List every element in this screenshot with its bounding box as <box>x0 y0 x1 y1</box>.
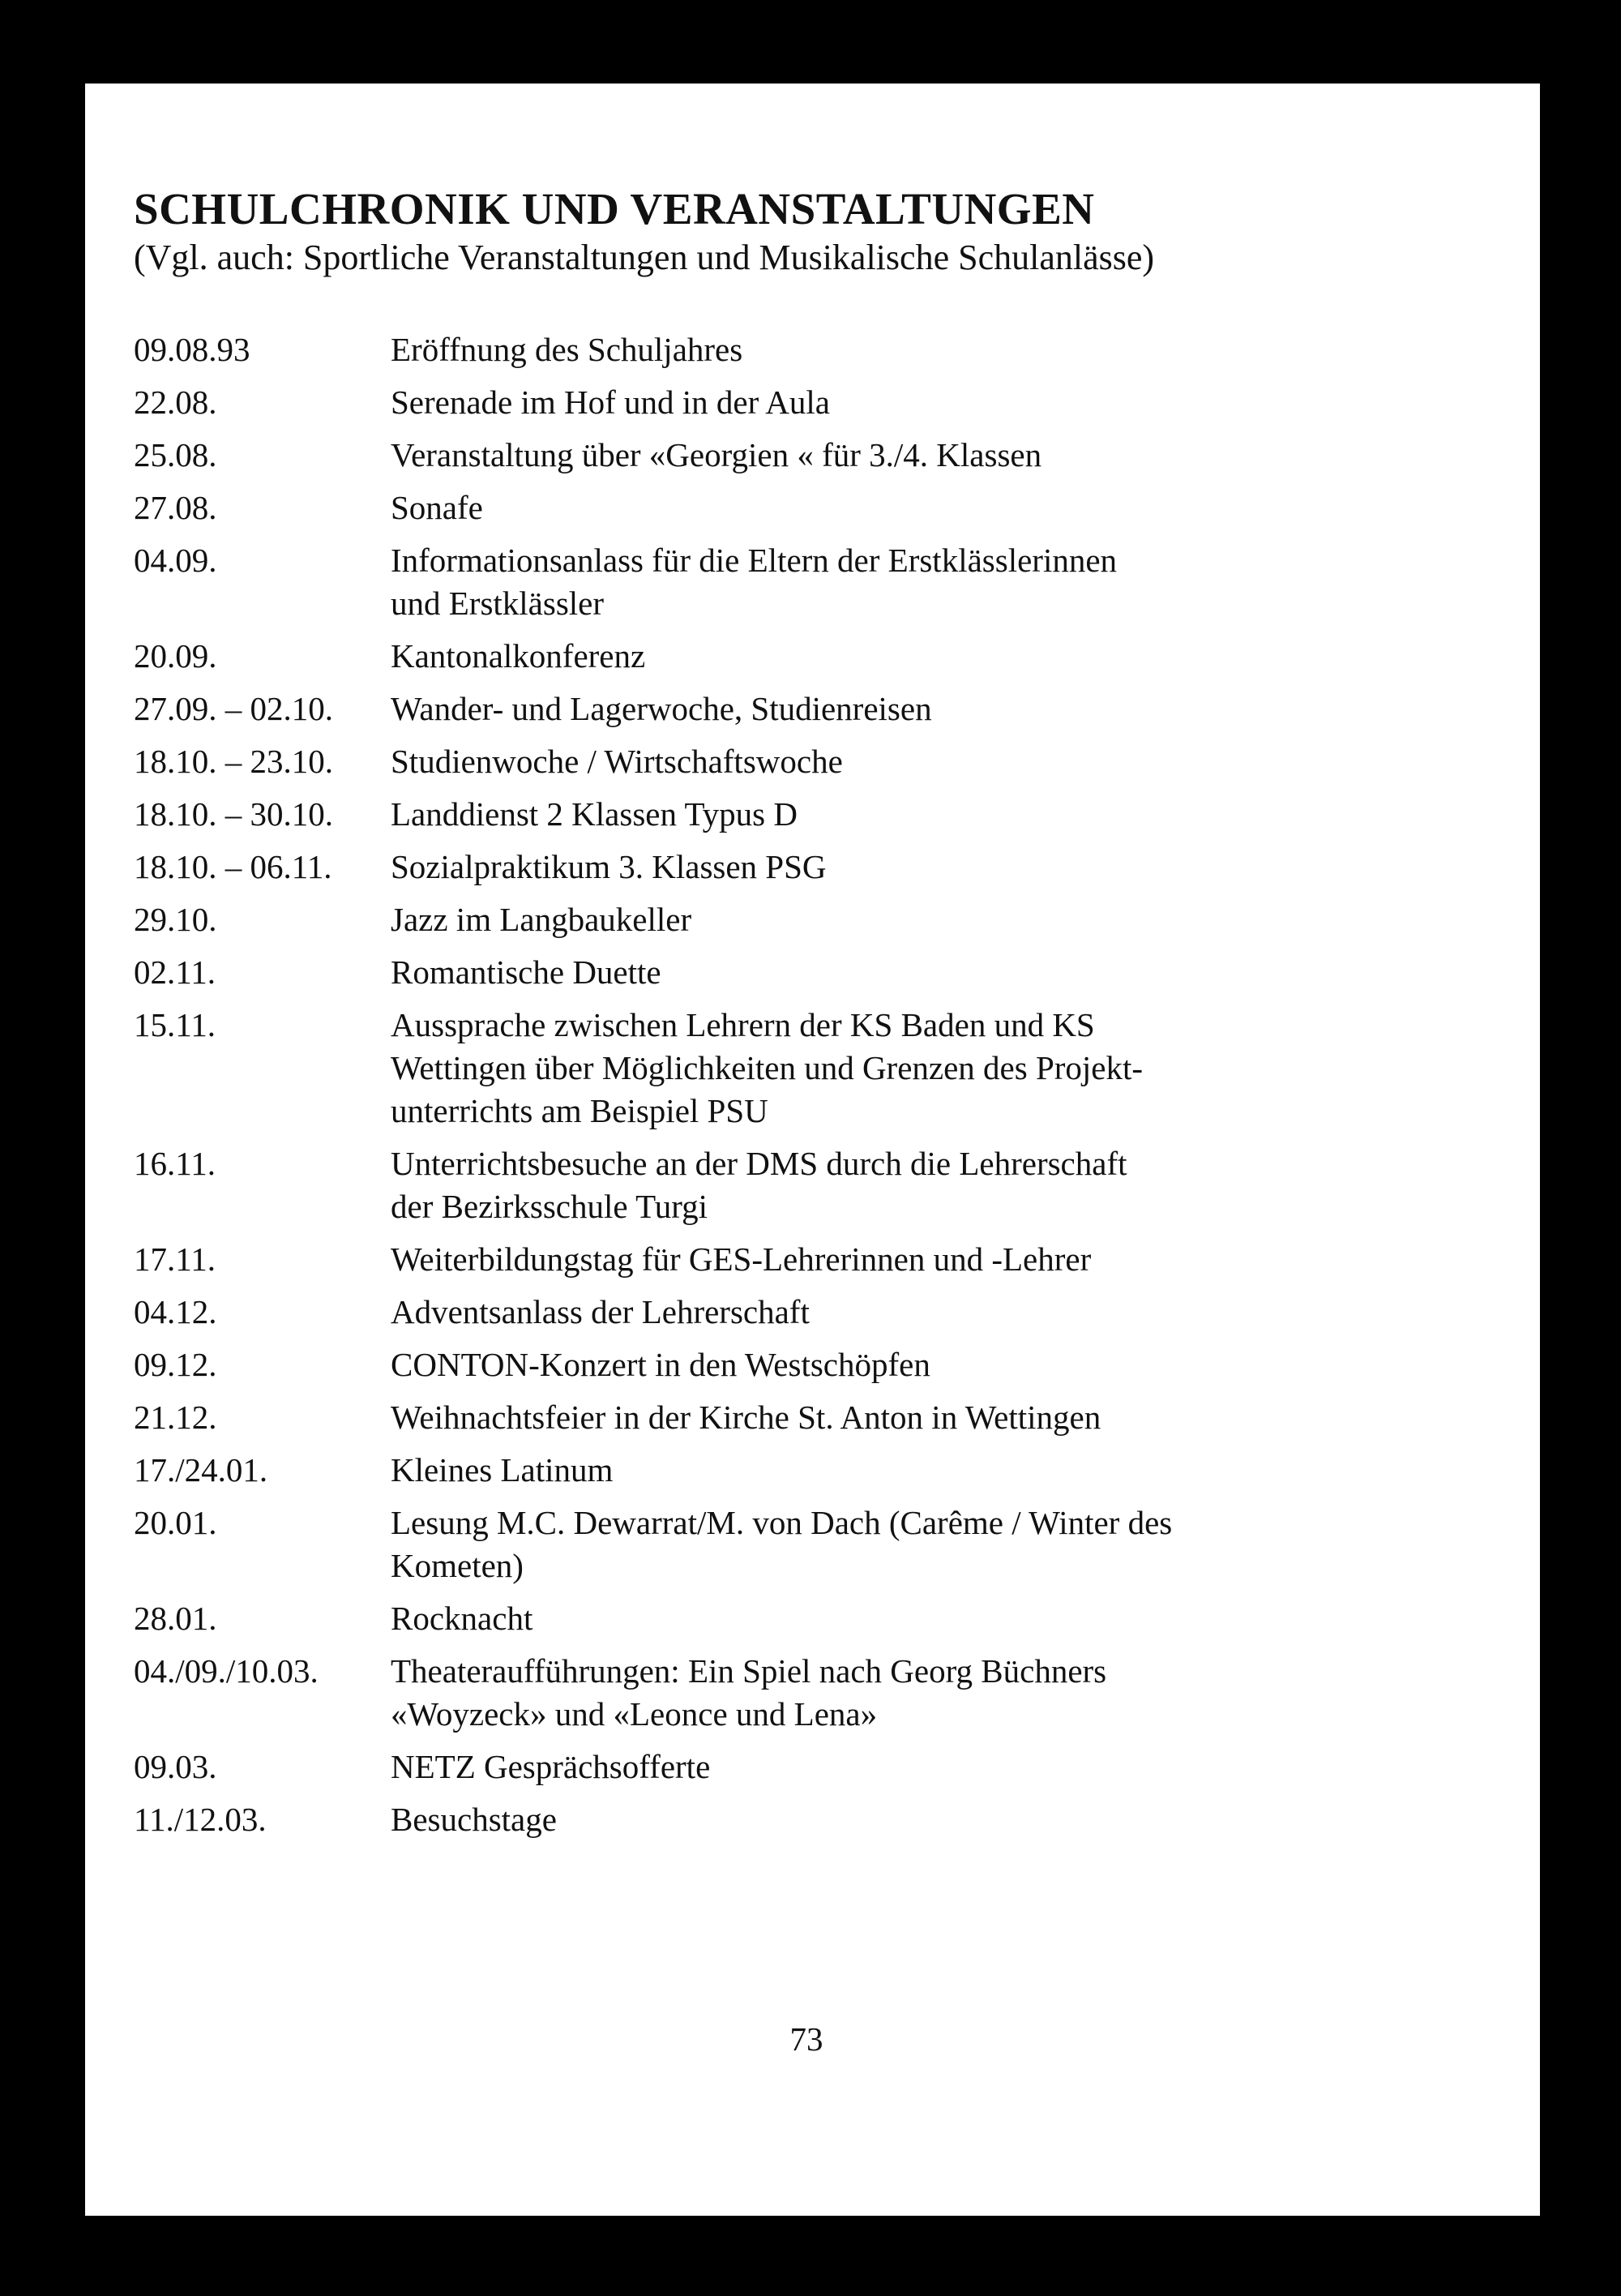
event-description <box>391 1746 1414 1788</box>
event-description-line: unterrichts am Beispiel PSU <box>391 1092 768 1129</box>
event-entry <box>134 434 1414 477</box>
event-description <box>391 898 1414 941</box>
event-description-line: NETZ Gesprächsofferte <box>391 1748 711 1785</box>
event-description-line: Unterrichtsbesuche an der DMS durch die Lehrerschaft <box>391 1145 1127 1182</box>
event-date: 04./09./10.03. <box>134 1652 319 1690</box>
event-entry <box>134 688 1414 730</box>
event-entry <box>134 1343 1414 1386</box>
event-date: 04.12. <box>134 1293 217 1330</box>
event-description <box>391 635 1414 678</box>
event-description-line: Wander- und Lagerwoche, Studienreisen <box>391 690 932 727</box>
event-date: 18.10. – 23.10. <box>134 743 333 780</box>
event-description <box>391 1396 1414 1439</box>
event-date: 17./24.01. <box>134 1451 268 1489</box>
event-entry <box>134 1501 1414 1587</box>
event-description-line: Weiterbildungstag für GES-Lehrerinnen und -Lehrer <box>391 1240 1092 1278</box>
event-description-line: Landdienst 2 Klassen Typus D <box>391 795 798 833</box>
event-description-line: Rocknacht <box>391 1600 533 1637</box>
event-description-line: CONTON-Konzert in den Westschöpfen <box>391 1346 930 1383</box>
event-entry <box>134 328 1414 371</box>
event-entry <box>134 898 1414 941</box>
event-date: 28.01. <box>134 1600 217 1637</box>
event-description <box>391 740 1414 783</box>
event-date: 15.11. <box>134 1006 216 1043</box>
event-date: 02.11. <box>134 953 216 991</box>
event-date: 18.10. – 06.11. <box>134 848 332 885</box>
event-entry <box>134 793 1414 836</box>
event-description <box>391 1449 1414 1492</box>
event-description-line: Lesung M.C. Dewarrat/M. von Dach (Carême / Winter des <box>391 1504 1173 1541</box>
event-description-line: Jazz im Langbaukeller <box>391 901 692 938</box>
event-entry <box>134 635 1414 678</box>
event-description <box>391 1650 1414 1736</box>
event-date: 21.12. <box>134 1399 217 1436</box>
event-description-line: Serenade im Hof und in der Aula <box>391 383 830 421</box>
event-date: 20.01. <box>134 1504 217 1541</box>
event-description-line: Sonafe <box>391 489 483 526</box>
event-description <box>391 1343 1414 1386</box>
event-description-line: Theateraufführungen: Ein Spiel nach Georg Büchners <box>391 1652 1107 1690</box>
event-description <box>391 434 1414 477</box>
event-description-line: Kantonalkonferenz <box>391 637 646 675</box>
event-entry <box>134 381 1414 424</box>
event-description <box>391 793 1414 836</box>
page-number: 73 <box>789 2020 823 2058</box>
event-description <box>391 951 1414 994</box>
page-subtitle: (Vgl. auch: Sportliche Veranstaltungen und Musikalische Schulanlässe) <box>134 238 1155 277</box>
event-description <box>391 1004 1414 1133</box>
event-list <box>134 328 1414 1851</box>
event-description-line: und Erstklässler <box>391 585 605 622</box>
event-description-line: «Woyzeck» und «Leonce und Lena» <box>391 1695 878 1733</box>
event-date: 29.10. <box>134 901 217 938</box>
event-date: 27.08. <box>134 489 217 526</box>
event-description-line: Informationsanlass für die Eltern der Erstklässlerinnen <box>391 542 1118 579</box>
event-description-line: Studienwoche / Wirtschaftswoche <box>391 743 843 780</box>
event-date: 25.08. <box>134 436 217 473</box>
page-title: SCHULCHRONIK UND VERANSTALTUNGEN <box>134 184 1095 233</box>
event-date: 09.03. <box>134 1748 217 1785</box>
event-description <box>391 1798 1414 1841</box>
event-description-line: Romantische Duette <box>391 953 661 991</box>
event-entry <box>134 1238 1414 1281</box>
event-entry <box>134 846 1414 889</box>
event-date: 16.11. <box>134 1145 216 1182</box>
event-date: 18.10. – 30.10. <box>134 795 333 833</box>
event-description-line: der Bezirksschule Turgi <box>391 1188 708 1225</box>
event-description <box>391 688 1414 730</box>
event-description-line: Aussprache zwischen Lehrern der KS Baden und KS <box>391 1006 1095 1043</box>
event-entry <box>134 1746 1414 1788</box>
event-description-line: Eröffnung des Schuljahres <box>391 331 743 368</box>
event-description <box>391 1291 1414 1334</box>
event-description-line: Veranstaltung über «Georgien « für 3./4. Klassen <box>391 436 1042 473</box>
event-description <box>391 1142 1414 1228</box>
event-entry <box>134 740 1414 783</box>
event-description <box>391 1501 1414 1587</box>
event-date: 22.08. <box>134 383 217 421</box>
event-entry <box>134 951 1414 994</box>
event-entry <box>134 1396 1414 1439</box>
event-entry <box>134 486 1414 529</box>
event-description-line: Kleines Latinum <box>391 1451 614 1489</box>
event-description <box>391 486 1414 529</box>
event-entry <box>134 1650 1414 1736</box>
event-description <box>391 328 1414 371</box>
event-entry <box>134 1449 1414 1492</box>
event-description-line: Kometen) <box>391 1547 524 1584</box>
event-description-line: Besuchstage <box>391 1801 557 1838</box>
event-date: 27.09. – 02.10. <box>134 690 333 727</box>
event-date: 20.09. <box>134 637 217 675</box>
event-entry <box>134 1142 1414 1228</box>
event-description <box>391 381 1414 424</box>
event-description <box>391 539 1414 625</box>
event-entry <box>134 539 1414 625</box>
event-date: 09.08.93 <box>134 331 250 368</box>
event-entry <box>134 1291 1414 1334</box>
event-date: 11./12.03. <box>134 1801 267 1838</box>
event-entry <box>134 1798 1414 1841</box>
event-date: 04.09. <box>134 542 217 579</box>
event-description-line: Adventsanlass der Lehrerschaft <box>391 1293 810 1330</box>
event-description <box>391 846 1414 889</box>
event-date: 09.12. <box>134 1346 217 1383</box>
event-entry <box>134 1597 1414 1640</box>
event-date: 17.11. <box>134 1240 216 1278</box>
event-entry <box>134 1004 1414 1133</box>
event-description-line: Sozialpraktikum 3. Klassen PSG <box>391 848 827 885</box>
event-description-line: Weihnachtsfeier in der Kirche St. Anton in Wettingen <box>391 1399 1101 1436</box>
event-description-line: Wettingen über Möglichkeiten und Grenzen des Projekt- <box>391 1049 1144 1086</box>
event-description <box>391 1597 1414 1640</box>
event-description <box>391 1238 1414 1281</box>
